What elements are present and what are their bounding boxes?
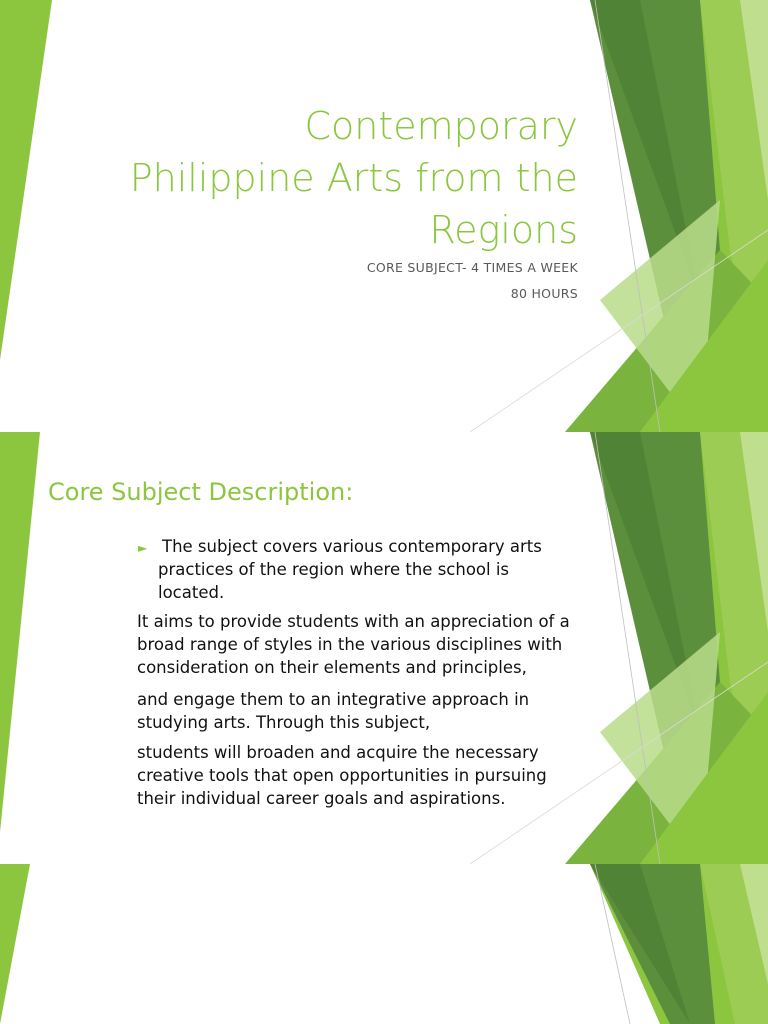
description-paragraph-1: The subject covers various contemporary arts practices of the region where the school is located. <box>158 537 542 602</box>
title-line-2: Philippine Arts from the <box>129 156 578 200</box>
green-facet-decoration <box>0 864 768 1024</box>
description-paragraph-3: and engage them to an integrative approach in studying arts. Through this subject, <box>137 690 530 732</box>
triangle-bullet-icon: ► <box>138 541 148 555</box>
title-line-3: Regions <box>429 208 578 252</box>
next-slide-partial <box>0 864 768 1024</box>
title-slide <box>0 0 768 432</box>
subtitle-schedule: CORE SUBJECT- 4 TIMES A WEEK <box>366 260 578 275</box>
title-line-1: Contemporary <box>304 104 578 148</box>
subtitle-hours: 80 HOURS <box>510 286 578 301</box>
section-heading: Core Subject Description: <box>48 478 354 506</box>
slide-title <box>58 100 578 256</box>
description-paragraph-2: It aims to provide students with an appreciation of a broad range of styles in the various disciplines with consideration on their elements and principles, <box>137 612 570 677</box>
description-paragraph-4: students will broaden and acquire the necessary creative tools that open opportunities in pursuing their individual career goals and aspirations. <box>137 743 547 808</box>
